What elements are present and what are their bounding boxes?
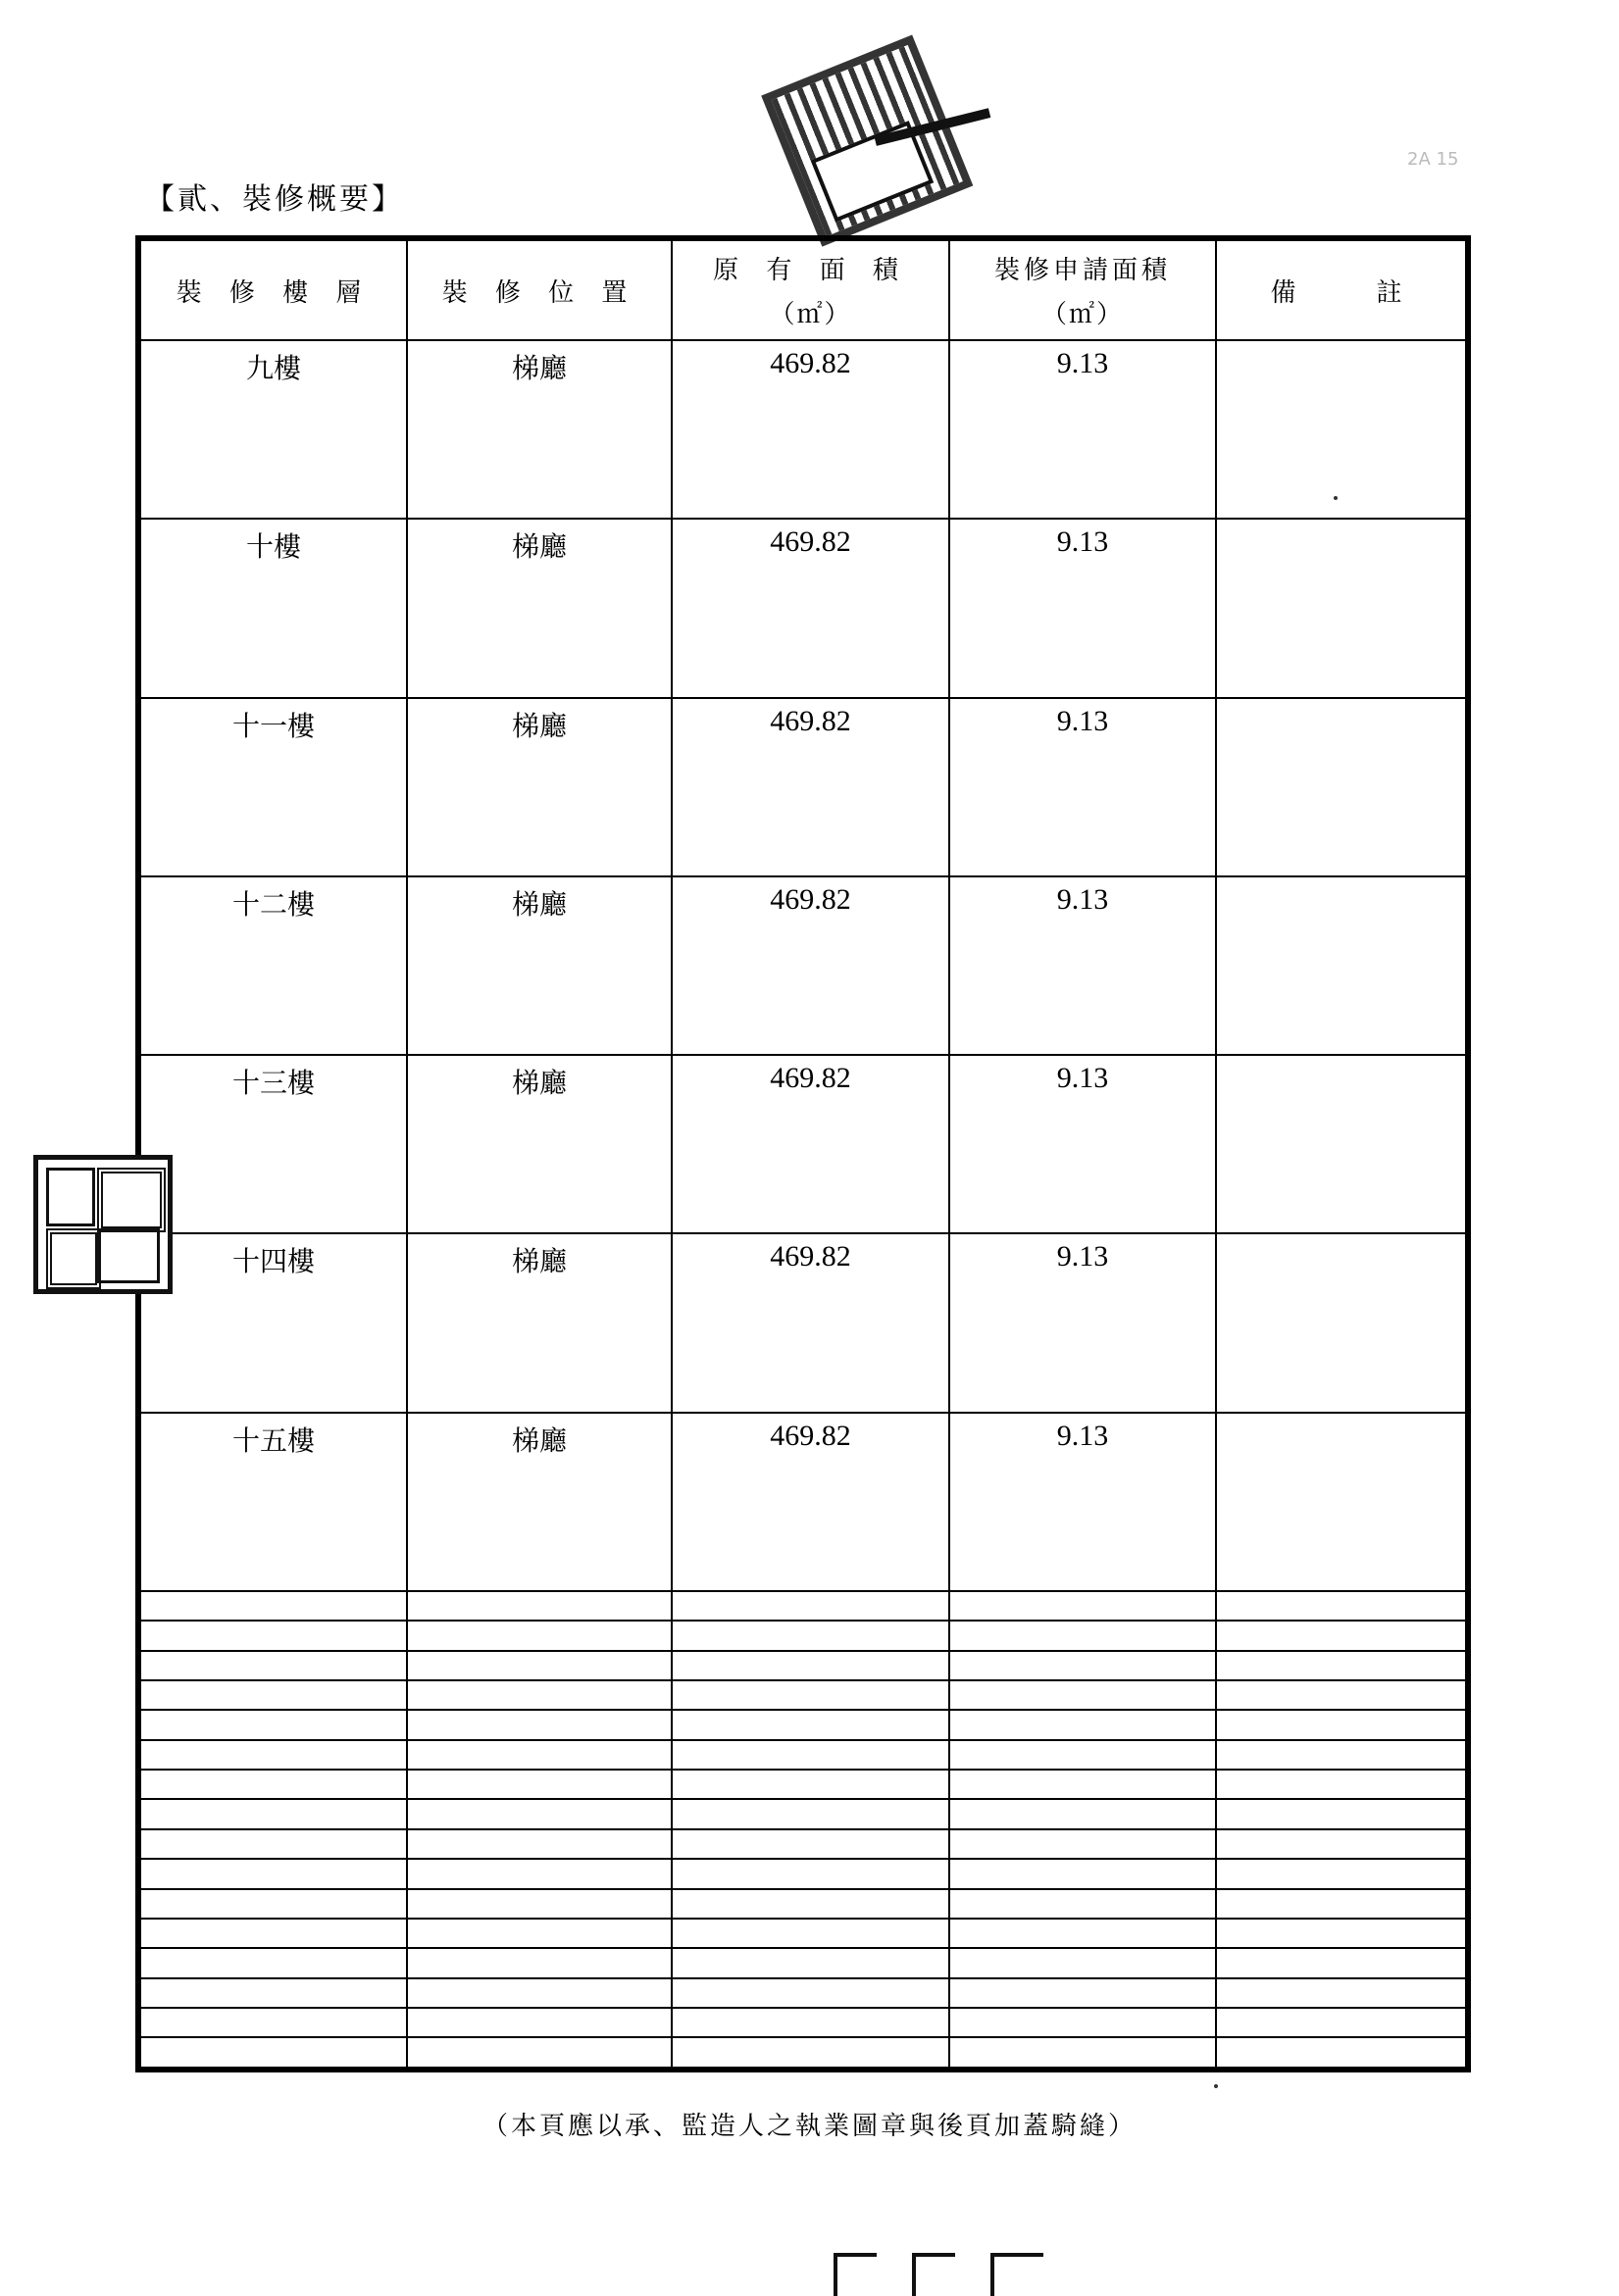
table-header-row (140, 240, 1466, 340)
empty-cell (140, 1651, 407, 1680)
empty-cell (1216, 1740, 1466, 1770)
original-area-cell: 469.82 (672, 698, 949, 876)
empty-cell (672, 1829, 949, 1859)
floor-cell: 十樓 (140, 519, 407, 697)
header-original-area: 原 有 面 積 （㎡） (672, 240, 949, 340)
note-cell (1216, 876, 1466, 1055)
table-row (140, 519, 1466, 697)
empty-cell (672, 1740, 949, 1770)
empty-cell (140, 1770, 407, 1799)
location-cell: 梯廳 (407, 1413, 672, 1591)
empty-cell (407, 1621, 672, 1650)
empty-cell (672, 2037, 949, 2068)
empty-cell (407, 1651, 672, 1680)
empty-cell (407, 1799, 672, 1828)
empty-cell (1216, 1710, 1466, 1739)
empty-cell (1216, 2008, 1466, 2037)
seal-cell (46, 1168, 95, 1226)
empty-cell (949, 2037, 1216, 2068)
empty-cell (140, 2037, 407, 2068)
original-area-cell: 469.82 (672, 1055, 949, 1233)
empty-cell (949, 1859, 1216, 1888)
seal-stroke (912, 2253, 955, 2296)
note-cell (1216, 698, 1466, 876)
empty-table-row (140, 1829, 1466, 1859)
empty-cell (407, 1770, 672, 1799)
header-floor: 裝 修 樓 層 (140, 240, 407, 340)
note-cell (1216, 340, 1466, 519)
empty-table-row (140, 1889, 1466, 1919)
empty-table-row (140, 1948, 1466, 1977)
empty-table-row (140, 1770, 1466, 1799)
table-row (140, 340, 1466, 519)
empty-cell (1216, 1829, 1466, 1859)
top-seal-stamp (727, 4, 1009, 271)
side-seal-stamp (33, 1155, 173, 1294)
header-location: 裝 修 位 置 (407, 240, 672, 340)
empty-cell (1216, 1591, 1466, 1621)
header-note: 備 註 (1216, 240, 1466, 340)
note-cell (1216, 1233, 1466, 1412)
bottom-seal-fragment (824, 2243, 1049, 2292)
empty-cell (672, 1651, 949, 1680)
floor-cell: 十四樓 (140, 1233, 407, 1412)
empty-cell (407, 1710, 672, 1739)
empty-table-row (140, 1651, 1466, 1680)
section-title: 【貳、裝修概要】 (145, 182, 404, 217)
empty-cell (949, 1978, 1216, 2008)
empty-cell (949, 1591, 1216, 1621)
empty-cell (407, 1948, 672, 1977)
empty-table-row (140, 1859, 1466, 1888)
applied-area-cell: 9.13 (949, 1413, 1216, 1591)
empty-cell (672, 1889, 949, 1919)
renovation-summary-table-frame (135, 235, 1471, 2072)
header-applied-area: 裝修申請面積 （㎡） (949, 240, 1216, 340)
empty-cell (672, 1859, 949, 1888)
table-body (140, 340, 1466, 2068)
original-area-cell: 469.82 (672, 1413, 949, 1591)
empty-cell (1216, 1889, 1466, 1919)
location-cell: 梯廳 (407, 340, 672, 519)
speck (1214, 2084, 1218, 2088)
empty-cell (1216, 1799, 1466, 1828)
empty-cell (672, 1621, 949, 1650)
empty-cell (672, 1680, 949, 1710)
empty-cell (407, 2008, 672, 2037)
empty-table-row (140, 1591, 1466, 1621)
location-cell: 梯廳 (407, 876, 672, 1055)
seal-cell (46, 1228, 101, 1289)
empty-cell (672, 1710, 949, 1739)
empty-cell (672, 1770, 949, 1799)
empty-cell (949, 1919, 1216, 1948)
empty-cell (140, 1710, 407, 1739)
floor-cell: 十五樓 (140, 1413, 407, 1591)
location-cell: 梯廳 (407, 519, 672, 697)
original-area-cell: 469.82 (672, 876, 949, 1055)
applied-area-cell: 9.13 (949, 519, 1216, 697)
empty-table-row (140, 1740, 1466, 1770)
empty-table-row (140, 1978, 1466, 2008)
applied-area-cell: 9.13 (949, 698, 1216, 876)
empty-cell (949, 1710, 1216, 1739)
empty-cell (1216, 1770, 1466, 1799)
empty-cell (407, 1859, 672, 1888)
table-row (140, 876, 1466, 1055)
empty-cell (672, 1948, 949, 1977)
empty-cell (140, 1680, 407, 1710)
empty-cell (407, 1889, 672, 1919)
empty-cell (949, 1799, 1216, 1828)
empty-table-row (140, 1919, 1466, 1948)
seal-cell (97, 1168, 166, 1232)
empty-cell (672, 1799, 949, 1828)
floor-cell: 十一樓 (140, 698, 407, 876)
applied-area-cell: 9.13 (949, 340, 1216, 519)
footnote: （本頁應以承、監造人之執業圖章與後頁加蓋騎縫） (481, 2112, 1137, 2141)
empty-cell (1216, 1651, 1466, 1680)
location-cell: 梯廳 (407, 698, 672, 876)
applied-area-cell: 9.13 (949, 1055, 1216, 1233)
empty-table-row (140, 1621, 1466, 1650)
empty-cell (1216, 1680, 1466, 1710)
empty-cell (672, 1919, 949, 1948)
corner-mark: 2A 15 (1407, 149, 1459, 170)
empty-cell (407, 1591, 672, 1621)
empty-cell (407, 1919, 672, 1948)
empty-cell (407, 2037, 672, 2068)
seal-cell (97, 1228, 160, 1283)
empty-cell (140, 1919, 407, 1948)
empty-cell (140, 1829, 407, 1859)
seal-stroke (834, 2253, 877, 2296)
empty-cell (1216, 1948, 1466, 1977)
empty-cell (140, 1889, 407, 1919)
empty-cell (949, 1740, 1216, 1770)
empty-cell (407, 1680, 672, 1710)
empty-cell (140, 1978, 407, 2008)
empty-cell (672, 2008, 949, 2037)
location-cell: 梯廳 (407, 1055, 672, 1233)
empty-cell (949, 2008, 1216, 2037)
empty-cell (949, 1770, 1216, 1799)
empty-cell (672, 1591, 949, 1621)
empty-cell (949, 1889, 1216, 1919)
empty-cell (1216, 1859, 1466, 1888)
empty-cell (140, 2008, 407, 2037)
original-area-cell: 469.82 (672, 340, 949, 519)
table-row (140, 1413, 1466, 1591)
table-row (140, 1055, 1466, 1233)
empty-cell (407, 1740, 672, 1770)
note-cell (1216, 1413, 1466, 1591)
empty-cell (1216, 1919, 1466, 1948)
empty-table-row (140, 2008, 1466, 2037)
empty-cell (949, 1680, 1216, 1710)
empty-cell (1216, 2037, 1466, 2068)
empty-cell (949, 1651, 1216, 1680)
table-row (140, 1233, 1466, 1412)
empty-cell (140, 1859, 407, 1888)
empty-table-row (140, 1680, 1466, 1710)
original-area-cell: 469.82 (672, 1233, 949, 1412)
note-cell (1216, 519, 1466, 697)
applied-area-cell: 9.13 (949, 876, 1216, 1055)
floor-cell: 九樓 (140, 340, 407, 519)
empty-table-row (140, 1799, 1466, 1828)
empty-cell (1216, 1621, 1466, 1650)
empty-cell (672, 1978, 949, 2008)
location-cell: 梯廳 (407, 1233, 672, 1412)
empty-cell (1216, 1978, 1466, 2008)
empty-cell (140, 1740, 407, 1770)
empty-cell (949, 1621, 1216, 1650)
empty-cell (140, 1591, 407, 1621)
empty-cell (140, 1948, 407, 1977)
empty-table-row (140, 1710, 1466, 1739)
empty-cell (140, 1799, 407, 1828)
original-area-cell: 469.82 (672, 519, 949, 697)
empty-cell (407, 1978, 672, 2008)
empty-table-row (140, 2037, 1466, 2068)
note-cell (1216, 1055, 1466, 1233)
empty-cell (140, 1621, 407, 1650)
seal-stroke (990, 2253, 1043, 2296)
empty-cell (407, 1829, 672, 1859)
floor-cell: 十三樓 (140, 1055, 407, 1233)
table-row (140, 698, 1466, 876)
empty-cell (949, 1829, 1216, 1859)
applied-area-cell: 9.13 (949, 1233, 1216, 1412)
speck (1334, 496, 1338, 500)
floor-cell: 十二樓 (140, 876, 407, 1055)
renovation-summary-table (139, 239, 1467, 2069)
empty-cell (949, 1948, 1216, 1977)
